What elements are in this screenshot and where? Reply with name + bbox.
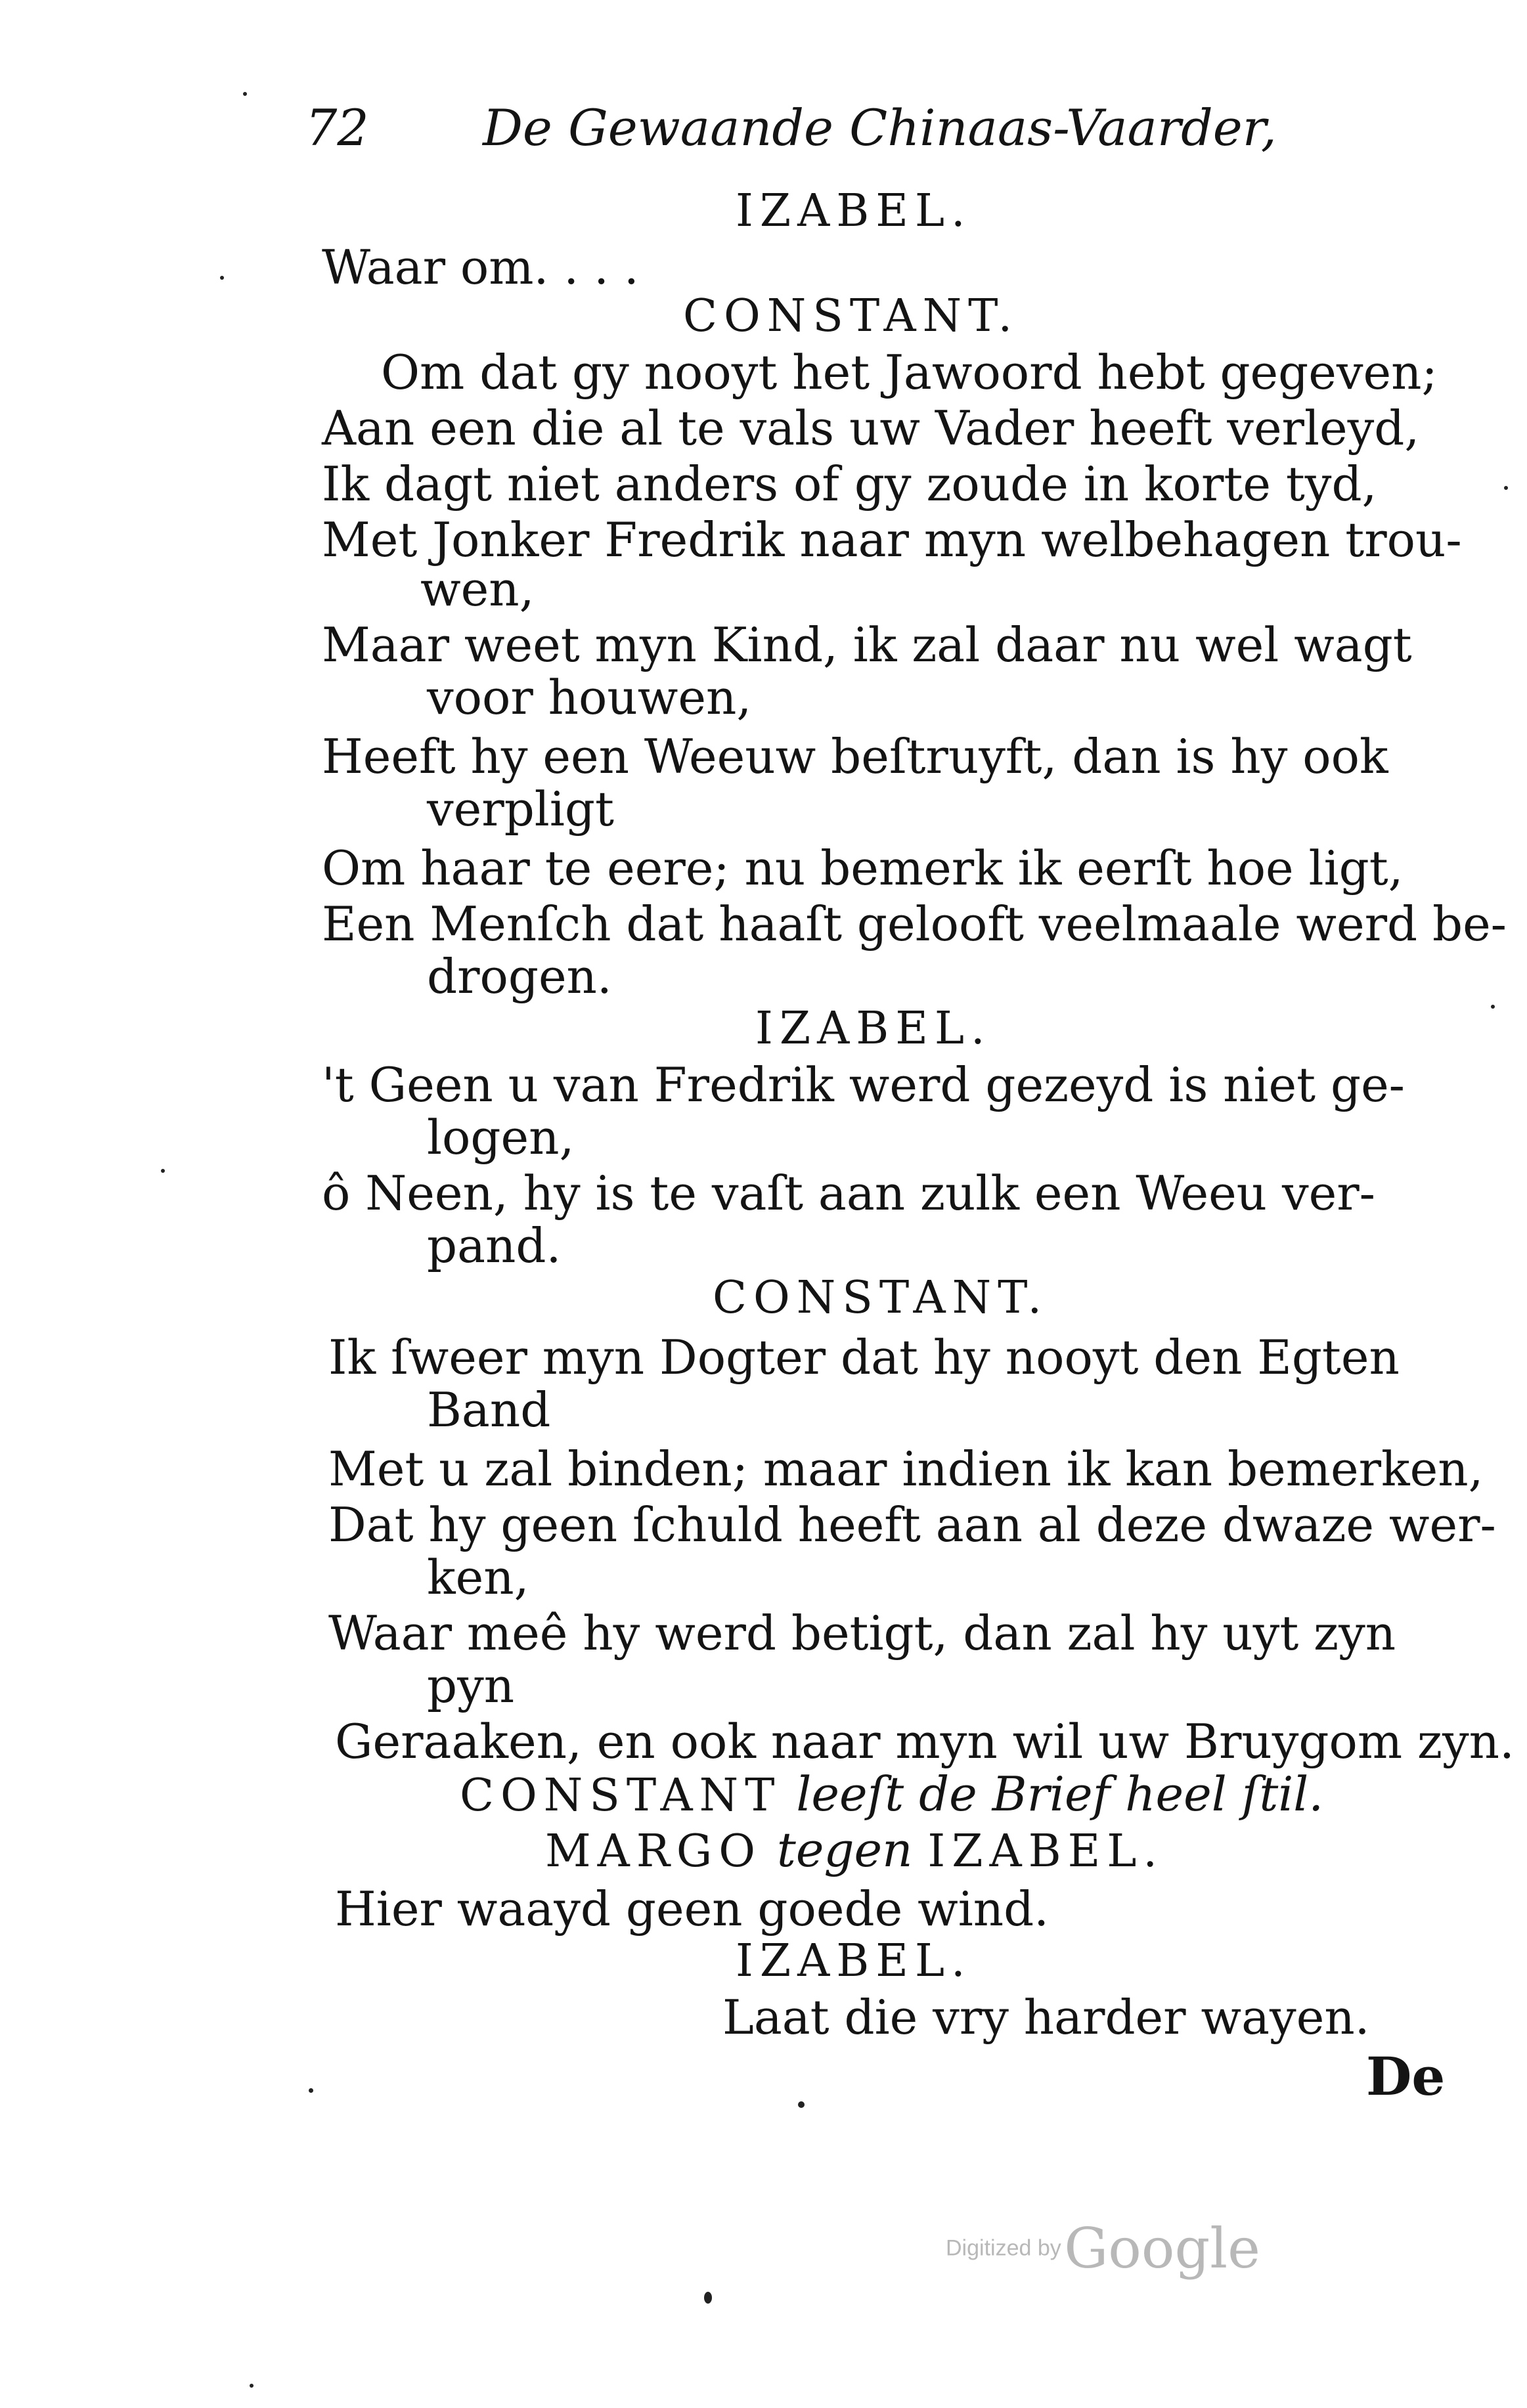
scan-speck xyxy=(250,2384,254,2388)
scan-speck xyxy=(798,2101,805,2108)
stage-direction-speaker: IZABEL. xyxy=(927,1826,1164,1877)
verse-continuation: pand. xyxy=(427,1218,562,1273)
scan-speck xyxy=(1491,1005,1495,1009)
stage-direction-text: tegen xyxy=(776,1822,913,1877)
stage-direction-text: leeſt de Brief heel ſtil. xyxy=(796,1766,1324,1822)
stage-direction-speaker: MARGO xyxy=(545,1826,763,1877)
running-title: De Gewaande Chinaas-Vaarder, xyxy=(483,99,1277,157)
watermark-prefix: Digitized by xyxy=(946,2235,1061,2261)
scan-speck xyxy=(220,276,224,280)
verse-line: 't Geen u van Fredrik werd gezeyd is niet ge- xyxy=(322,1057,1405,1112)
speaker-heading: CONSTANT. xyxy=(713,1272,1049,1324)
verse-continuation: ken, xyxy=(427,1550,529,1605)
verse-line: Laat die vry harder wayen. xyxy=(722,1990,1370,2045)
verse-line: Heeft hy een Weeuw beſtruyft, dan is hy ook xyxy=(322,729,1388,784)
verse-line: Ik dagt niet anders of gy zoude in korte tyd, xyxy=(322,456,1377,512)
verse-line: ô Neen, hy is te vaſt aan zulk een Weeu ver- xyxy=(322,1166,1375,1221)
verse-line: Ik ſweer myn Dogter dat hy nooyt den Egten xyxy=(328,1330,1400,1385)
scan-speck xyxy=(309,2088,313,2093)
speaker-heading: CONSTANT. xyxy=(683,290,1019,342)
speaker-heading: IZABEL. xyxy=(755,1003,992,1055)
verse-line: Waar om. . . . xyxy=(322,240,639,295)
speaker-heading: IZABEL. xyxy=(736,1935,972,1987)
stage-direction-speaker: CONSTANT xyxy=(460,1770,782,1822)
verse-line: Met Jonker Fredrik naar myn welbehagen trou- xyxy=(322,512,1462,567)
verse-line: Dat hy geen ſchuld heeft aan al deze dwaze wer- xyxy=(328,1497,1496,1552)
verse-continuation: verpligt xyxy=(427,781,614,837)
page-header xyxy=(305,99,1277,171)
digitization-watermark xyxy=(946,2216,1260,2281)
speaker-heading: IZABEL. xyxy=(736,185,972,237)
google-logo: Google xyxy=(1064,2216,1260,2281)
verse-continuation: pyn xyxy=(427,1658,515,1713)
verse-line: Met u zal binden; maar indien ik kan bemerken, xyxy=(328,1441,1484,1497)
verse-line: Hier waayd geen goede wind. xyxy=(335,1881,1050,1937)
verse-line: Om haar te eere; nu bemerk ik eerſt hoe ligt, xyxy=(322,841,1404,896)
scan-speck xyxy=(243,92,247,96)
verse-continuation: wen, xyxy=(420,561,535,617)
page-number: 72 xyxy=(305,99,369,157)
verse-line: Een Menſch dat haaſt gelooft veelmaale werd be- xyxy=(322,896,1507,952)
verse-line: Waar meê hy werd betigt, dan zal hy uyt zyn xyxy=(328,1606,1396,1661)
verse-continuation: voor houwen, xyxy=(427,670,752,725)
stage-direction xyxy=(460,1766,1323,1824)
stage-direction xyxy=(545,1822,1164,1879)
verse-continuation: Band xyxy=(427,1382,551,1437)
scan-speck xyxy=(704,2292,712,2304)
verse-line: Geraaken, en ook naar myn wil uw Bruygom zyn. xyxy=(335,1714,1515,1769)
catchword: De xyxy=(1366,2046,1446,2107)
scan-speck xyxy=(1504,486,1508,490)
verse-line: Aan een die al te vals uw Vader heeft verleyd, xyxy=(322,401,1420,456)
verse-continuation: drogen. xyxy=(427,949,612,1004)
scan-speck xyxy=(161,1169,165,1173)
verse-line: Om dat gy nooyt het Jawoord hebt gegeven; xyxy=(381,345,1438,400)
verse-continuation: logen, xyxy=(427,1110,575,1165)
verse-line: Maar weet myn Kind, ik zal daar nu wel wagt xyxy=(322,617,1412,672)
